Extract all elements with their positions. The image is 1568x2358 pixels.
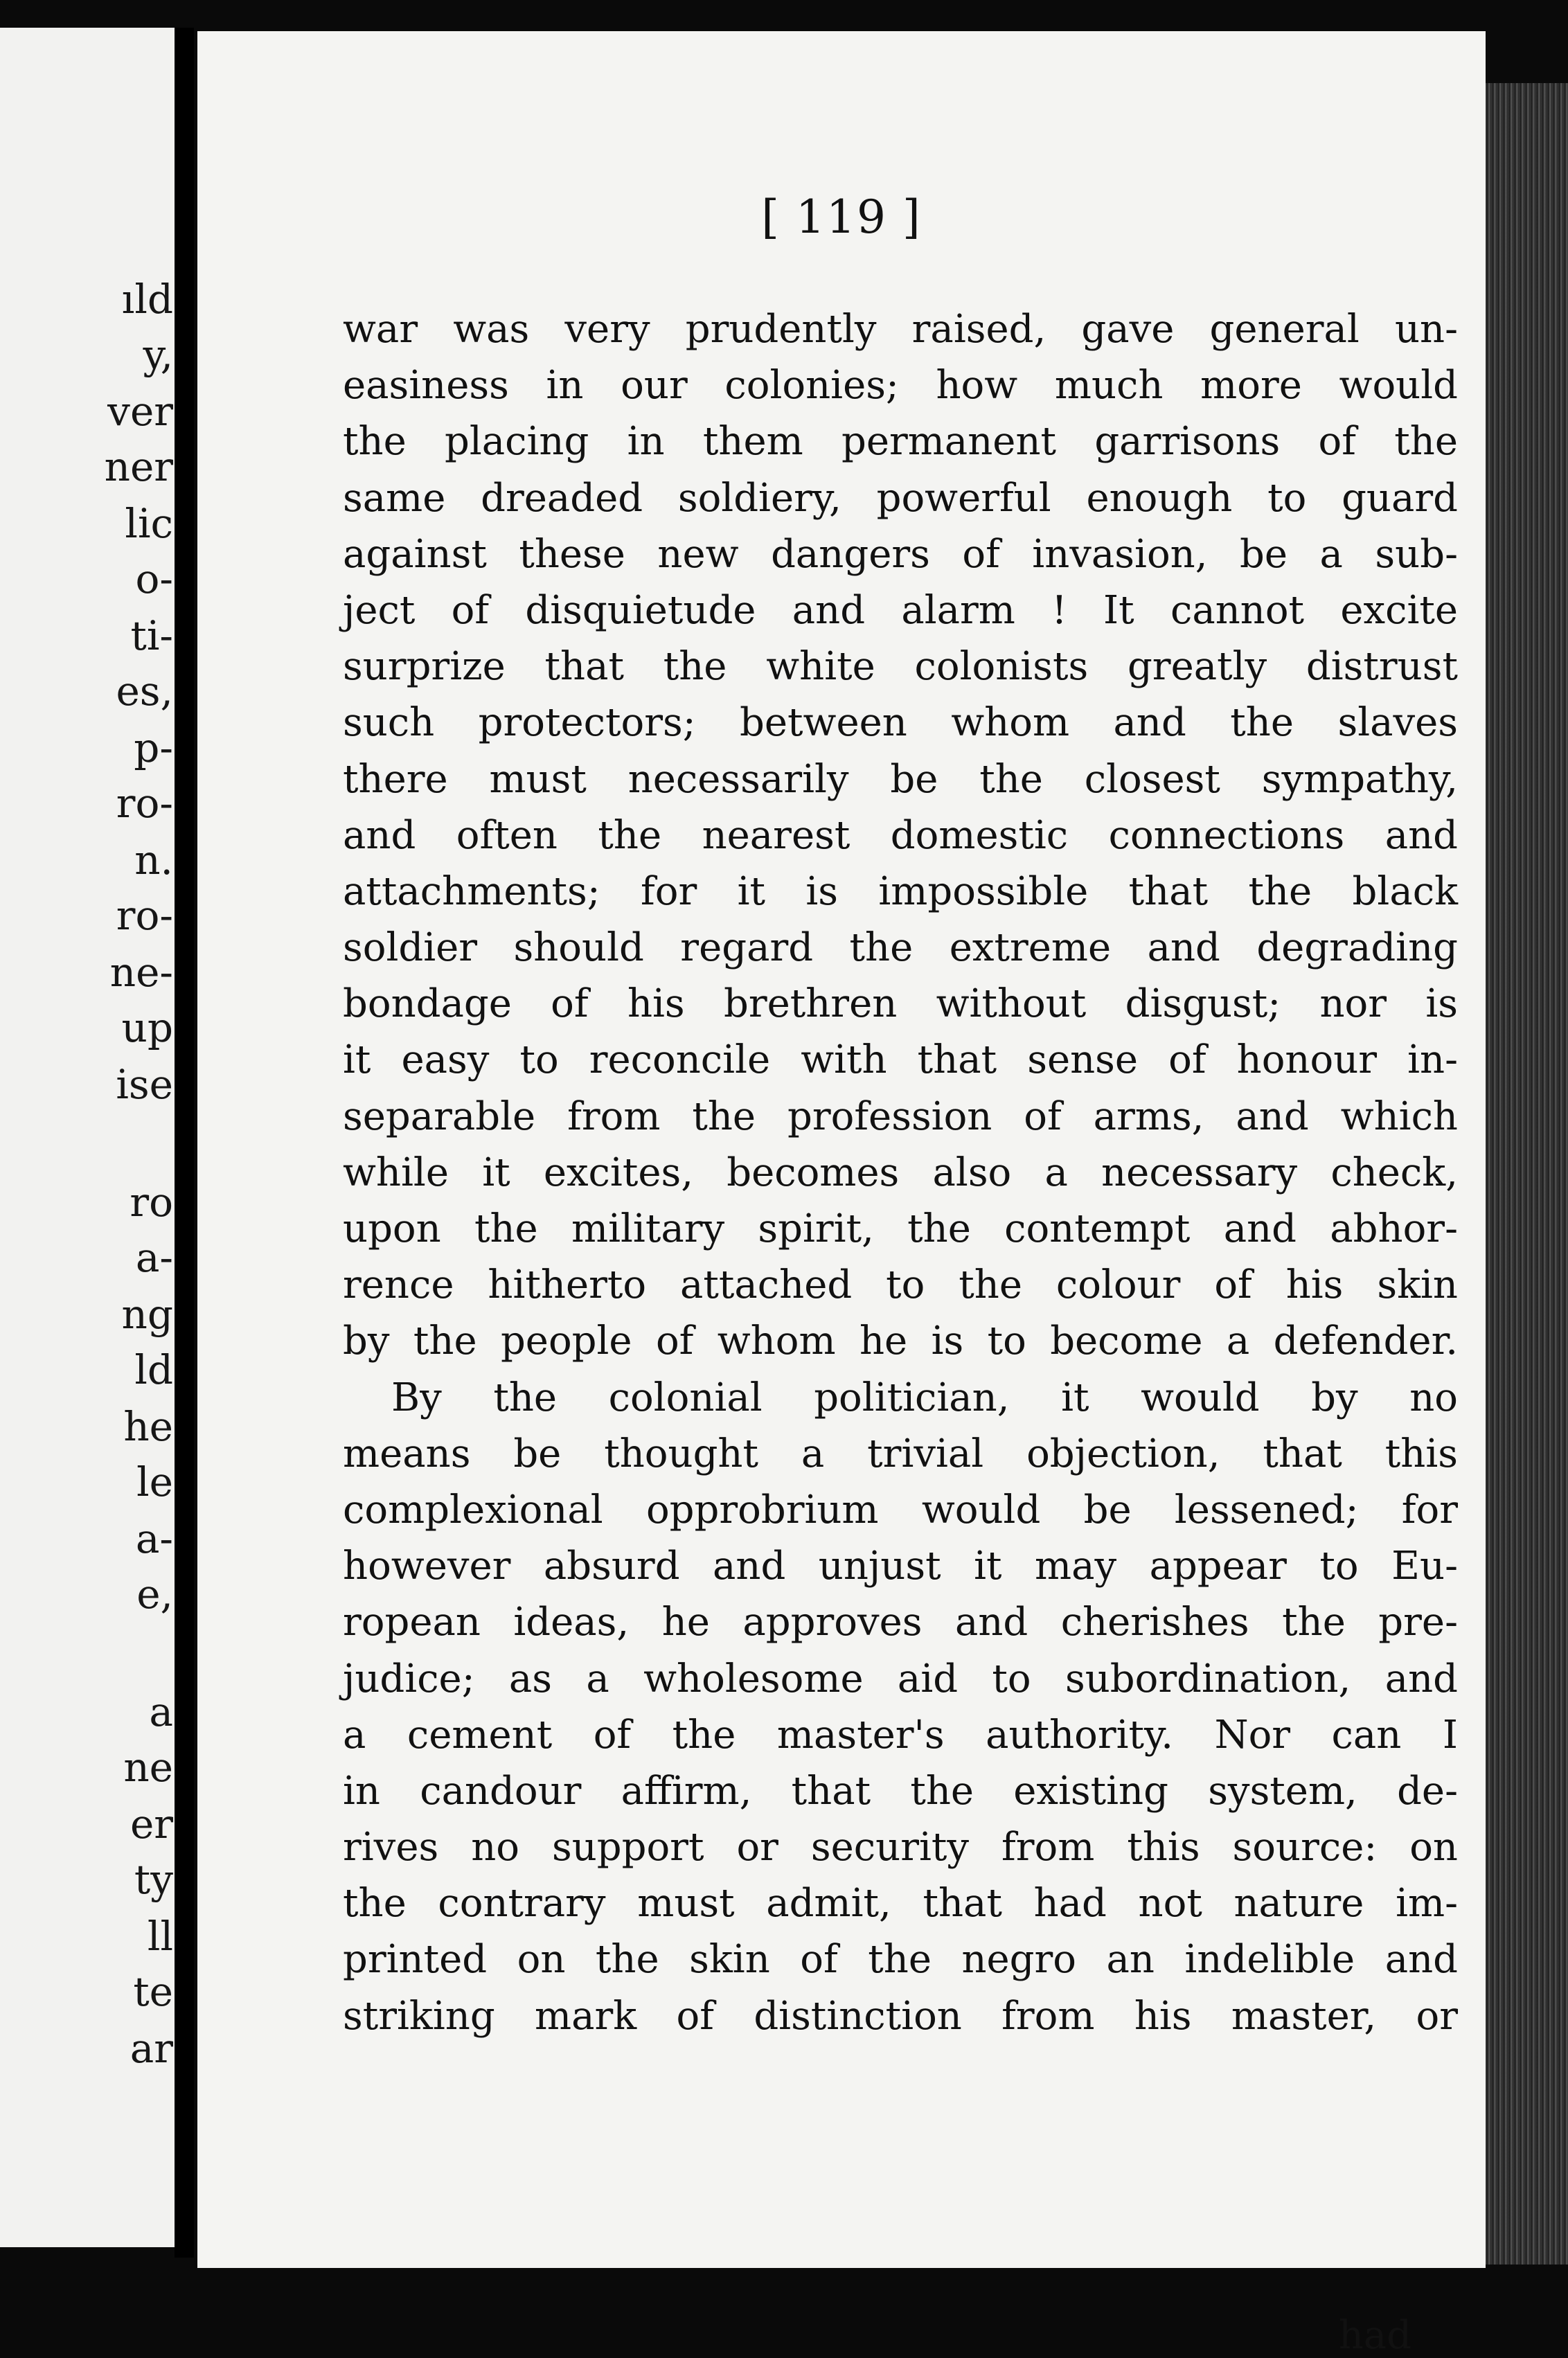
- facing-line-fragment: p-: [134, 724, 173, 771]
- page-number-header: [197, 190, 1486, 244]
- facing-line-fragment: ro-: [116, 892, 173, 939]
- text-line: a cement of the master's authority. Nor can I: [343, 1712, 1458, 1758]
- text-line: striking mark of distinction from his master, or: [343, 1993, 1458, 2039]
- text-line: rence hitherto attached to the colour of his skin: [343, 1262, 1458, 1308]
- text-line: and often the nearest domestic connections and: [343, 812, 1458, 858]
- text-line: printed on the skin of the negro an indelible and: [343, 1937, 1458, 1983]
- body-text: [343, 301, 1458, 2358]
- facing-line-fragment: ar: [130, 2025, 173, 2072]
- text-line: such protectors; between whom and the slaves: [343, 700, 1458, 746]
- facing-line-fragment: up: [121, 1004, 173, 1051]
- facing-line-fragment: lic: [125, 500, 173, 547]
- facing-page-left: [0, 28, 179, 2247]
- text-line: same dreaded soldiery, powerful enough to guard: [343, 475, 1458, 521]
- text-line: the contrary must admit, that had not nature im-: [343, 1881, 1458, 1927]
- facing-line-fragment: he: [123, 1403, 173, 1450]
- facing-line-fragment: n.: [134, 837, 173, 884]
- text-line: ject of disquietude and alarm ! It cannot excite: [343, 587, 1458, 633]
- text-line: rives no support or security from this source: on: [343, 1825, 1458, 1870]
- text-line: however absurd and unjust it may appear to Eu-: [343, 1544, 1458, 1589]
- facing-line-fragment: ise: [116, 1061, 173, 1108]
- facing-line-fragment: ld: [134, 1346, 173, 1393]
- text-line: in candour affirm, that the existing system, de-: [343, 1768, 1458, 1814]
- text-line: by the people of whom he is to become a defender.: [343, 1319, 1458, 1364]
- facing-line-fragment: a: [149, 1688, 173, 1735]
- facing-line-fragment: ro-: [116, 780, 173, 827]
- facing-line-fragment: ver: [107, 388, 173, 435]
- bracket-close: ]: [902, 190, 922, 244]
- book-page: [197, 31, 1486, 2358]
- facing-line-fragment: ty: [134, 1856, 173, 1903]
- facing-line-fragment: le: [136, 1458, 173, 1506]
- facing-line-fragment: a-: [135, 1515, 173, 1562]
- text-line: while it excites, becomes also a necessary check,: [343, 1150, 1458, 1195]
- text-line: judice; as a wholesome aid to subordination, and: [343, 1656, 1458, 1701]
- facing-line-fragment: o-: [135, 555, 173, 602]
- facing-line-fragment: es,: [116, 668, 173, 715]
- text-line: attachments; for it is impossible that the black: [343, 868, 1458, 914]
- text-line: against these new dangers of invasion, be a sub-: [343, 531, 1458, 577]
- text-line: easiness in our colonies; how much more would: [343, 363, 1458, 409]
- facing-line-fragment: ne: [123, 1744, 173, 1791]
- facing-line-fragment: ng: [121, 1291, 173, 1338]
- text-line: complexional opprobrium would be lessened; for: [343, 1487, 1458, 1533]
- text-line: it easy to reconcile with that sense of honour in-: [343, 1037, 1458, 1083]
- facing-line-fragment: e,: [136, 1571, 173, 1618]
- text-line: war was very prudently raised, gave general un-: [343, 307, 1458, 352]
- facing-line-fragment: ll: [147, 1913, 173, 1960]
- facing-line-fragment: er: [130, 1801, 173, 1848]
- facing-line-fragment: ro: [130, 1179, 173, 1226]
- facing-line-fragment: ıld: [121, 276, 173, 323]
- catchword: had: [1338, 2313, 1411, 2358]
- text-line: ropean ideas, he approves and cherishes the pre-: [343, 1600, 1458, 1645]
- facing-line-fragment: ne-: [109, 949, 173, 996]
- facing-line-fragment: ti-: [130, 612, 173, 659]
- facing-line-fragment: ner: [104, 443, 173, 490]
- text-line: surprize that the white colonists greatly distrust: [343, 644, 1458, 690]
- page-number: 119: [796, 190, 887, 244]
- text-line: soldier should regard the extreme and degrading: [343, 925, 1458, 971]
- facing-line-fragment: a-: [135, 1234, 173, 1281]
- text-line: separable from the profession of arms, and which: [343, 1093, 1458, 1139]
- bracket-open: [: [761, 190, 781, 244]
- text-line: means be thought a trivial objection, that this: [343, 1431, 1458, 1476]
- text-line: the placing in them permanent garrisons of the: [343, 419, 1458, 465]
- page-fore-edge: [1486, 83, 1568, 2265]
- text-line: there must necessarily be the closest sympathy,: [343, 756, 1458, 802]
- facing-line-fragment: y,: [143, 331, 173, 378]
- text-line: bondage of his brethren without disgust; nor is: [343, 981, 1458, 1027]
- facing-line-fragment: te: [133, 1968, 173, 2015]
- text-line: upon the military spirit, the contempt and abhor-: [343, 1206, 1458, 1251]
- book-gutter: [175, 28, 194, 2258]
- paragraph-first-line: By the colonial politician, it would by no: [391, 1375, 1458, 1420]
